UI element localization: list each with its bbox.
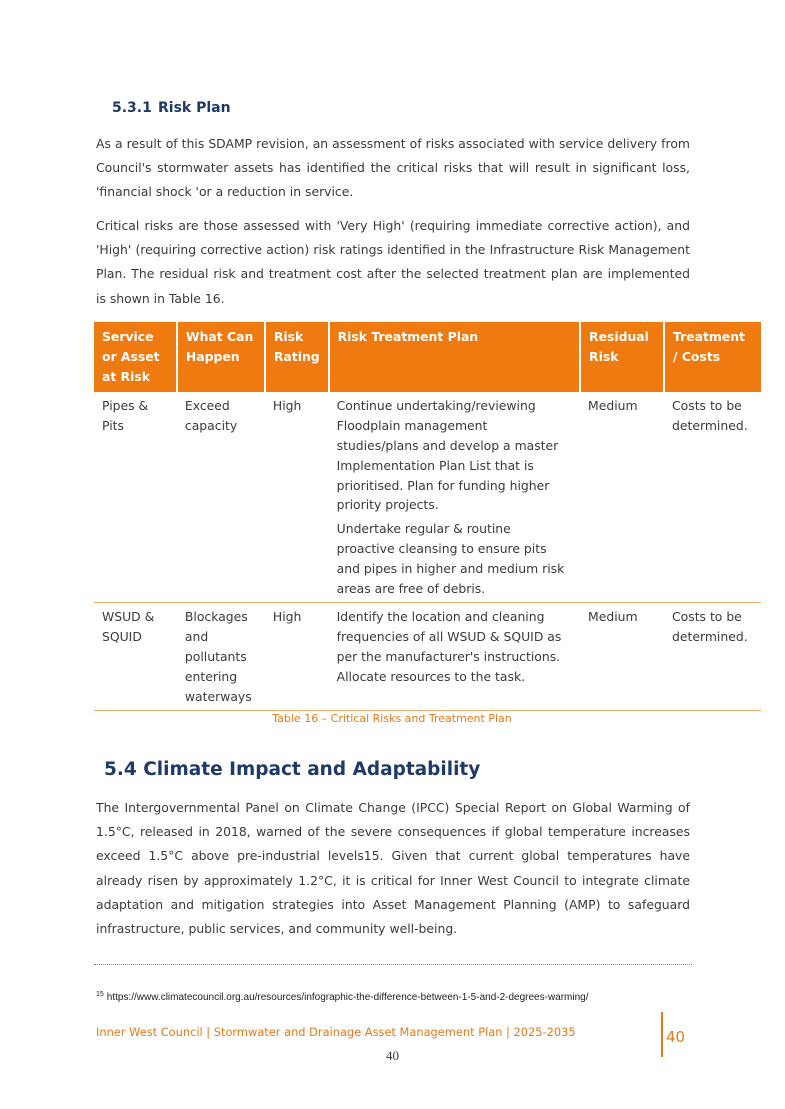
- page-number: 40: [666, 1028, 686, 1046]
- section-number: 5.3.1: [112, 100, 152, 116]
- cell-service: Pipes & Pits: [94, 392, 177, 602]
- plan-paragraph: Identify the location and cleaning frequencies of all WSUD & SQUID as per the manufacturer's instructions. Allocate resources to the task.: [336, 609, 562, 684]
- risk-table: [94, 322, 761, 711]
- table-row: [94, 603, 761, 711]
- cell-plan: [329, 603, 580, 711]
- table-header-row: [94, 322, 761, 392]
- page-number-center: 40: [386, 1048, 399, 1063]
- header-residual: Residual Risk: [580, 322, 664, 392]
- section-heading: [112, 100, 231, 116]
- footnote-link[interactable]: https://www.climatecouncil.org.au/resources/infographic-the-difference-between-1-5-and-2-degrees-warming/: [106, 992, 589, 1003]
- header-service: Service or Asset at Risk: [94, 322, 177, 392]
- header-rating: Risk Rating: [265, 322, 329, 392]
- section-heading-climate: 5.4 Climate Impact and Adaptability: [104, 759, 481, 780]
- header-what: What Can Happen: [177, 322, 265, 392]
- plan-paragraph: Undertake regular & routine proactive cleansing to ensure pits and pipes in higher and medium risk areas are free of debris.: [336, 521, 565, 596]
- cell-costs: Costs to be determined.: [664, 603, 761, 711]
- cell-costs: Costs to be determined.: [664, 392, 761, 602]
- section-title: Risk Plan: [158, 100, 231, 116]
- plan-paragraph: Continue undertaking/reviewing Floodplain management studies/plans and develop a master Implementation Plan List that is prioritised. Plan for funding higher priority projects.: [336, 398, 559, 513]
- header-costs: Treatment / Costs: [664, 322, 761, 392]
- cell-rating: High: [265, 392, 329, 602]
- cell-residual: Medium: [580, 392, 664, 602]
- footer-text: Inner West Council | Stormwater and Drainage Asset Management Plan | 2025-2035: [96, 1025, 576, 1039]
- cell-what: Blockages and pollutants entering waterways: [177, 603, 265, 711]
- paragraph-critical-risks: Critical risks are those assessed with 'Very High' (requiring immediate corrective action), and 'High' (requiring corrective action) risk ratings identified in the Infrastructure Risk Management Plan. The residual risk and treatment cost after the selected treatment plan are implemented is shown in Table 16.: [96, 218, 690, 306]
- paragraph-climate: The Intergovernmental Panel on Climate Change (IPCC) Special Report on Global Warming of 1.5°C, released in 2018, warned of the severe consequences if global temperature increases exceed 1.5°C above pre-industrial levels15. Given that current global temperatures have already risen by approximately 1.2°C, it is critical for Inner West Council to integrate climate adaptation and mitigation strategies into Asset Management Planning (AMP) to safeguard infrastructure, public services, and community well-being.: [96, 800, 690, 937]
- paragraph-risk-intro: As a result of this SDAMP revision, an assessment of risks associated with service delivery from Council's stormwater assets has identified the critical risks that will result in significant loss, 'financial shock 'or a reduction in service.: [96, 136, 690, 200]
- cell-rating: High: [265, 603, 329, 711]
- header-plan: Risk Treatment Plan: [329, 322, 580, 392]
- footnote-mark: 15: [96, 991, 104, 998]
- cell-what: Exceed capacity: [177, 392, 265, 602]
- cell-residual: Medium: [580, 603, 664, 711]
- table-caption: Table 16 – Critical Risks and Treatment Plan: [272, 712, 512, 725]
- footnote: [96, 991, 589, 1003]
- cell-plan: [329, 392, 580, 602]
- table-row: [94, 392, 761, 602]
- footnote-divider: [94, 964, 692, 965]
- cell-service: WSUD & SQUID: [94, 603, 177, 711]
